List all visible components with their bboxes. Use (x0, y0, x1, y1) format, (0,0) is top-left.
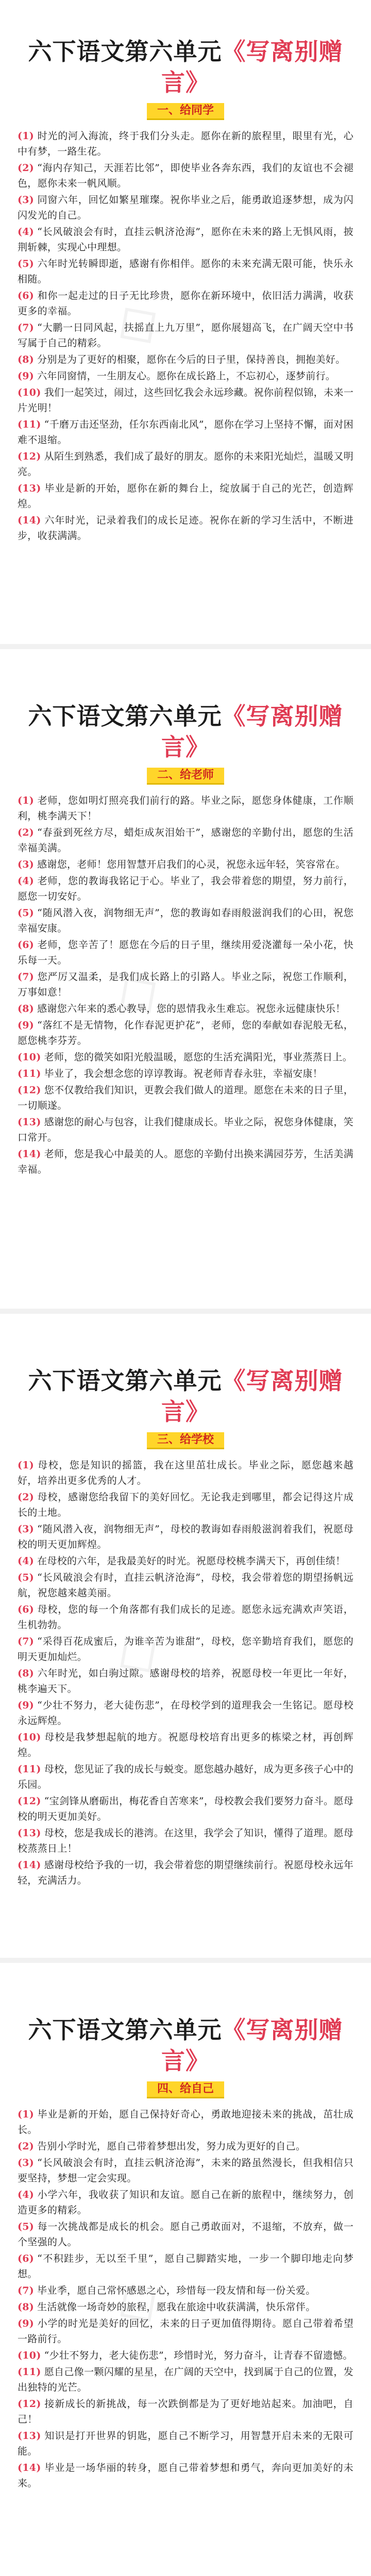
message-item (18, 2428, 353, 2459)
item-text: 毕业是一场华丽的转身，愿自己带着梦想和勇气，奔向更加美好的未来。 (18, 2462, 353, 2489)
watermark: ◇ (98, 282, 172, 361)
item-text: “随风潜入夜，润物细无声”，您的教诲如春雨般滋润我们的心田，祝您幸福安康。 (18, 907, 353, 934)
item-text: 六年时光转瞬即逝，感谢有你相伴。愿你的未来充满无限可能，快乐永相随。 (18, 258, 353, 285)
item-number: (6) (18, 939, 35, 951)
section-self (0, 1978, 371, 2492)
item-text: 母校，您见证了我的成长与蜕变。愿您越办越好，成为更多孩子心中的乐园。 (18, 1764, 353, 1790)
item-number: (4) (18, 226, 35, 238)
item-number: (1) (18, 2109, 35, 2120)
message-item (18, 2299, 353, 2315)
item-text: 毕业是新的开始，愿你在新的舞台上，绽放属于自己的光芒，创造辉煌。 (18, 483, 353, 510)
section-title (18, 2014, 353, 2076)
message-item (18, 2155, 353, 2186)
message-item (18, 2460, 353, 2491)
section-divider (0, 644, 371, 649)
message-item (18, 2251, 353, 2282)
message-item (18, 368, 353, 384)
item-text: 母校，您的每一个角落都有我们成长的足迹。愿您永远充满欢声笑语，生机勃勃。 (18, 1604, 353, 1631)
item-number: (10) (18, 387, 41, 398)
message-item (18, 1049, 353, 1065)
message-item (18, 2316, 353, 2347)
message-item (18, 2348, 353, 2363)
item-text: “落红不是无情物，化作春泥更护花”，老师，您的奉献如春泥般无私，愿您桃李芬芳。 (18, 1020, 353, 1046)
title-highlight: 《写离别赠言》 (161, 1367, 343, 1426)
message-item (18, 320, 353, 351)
item-text: 毕业季，愿自己常怀感恩之心，珍惜每一段友情和每一份关爱。 (37, 2285, 316, 2296)
item-number: (14) (18, 2462, 41, 2473)
message-item (18, 1570, 353, 1601)
item-number: (8) (18, 1668, 35, 1679)
section-divider (0, 1309, 371, 1314)
item-number: (8) (18, 354, 35, 365)
message-item (18, 937, 353, 968)
item-text: “宝剑锋从磨砺出，梅花香自苦寒来”，母校教会我们要努力奋斗。愿母校的明天更加美好。 (18, 1795, 353, 1822)
item-number: (1) (18, 795, 35, 806)
item-text: “随风潜入夜，润物细无声”，母校的教诲如春雨般滋润着我们，祝愿母校的明天更加辉煌。 (18, 1523, 353, 1550)
message-item (18, 1146, 353, 1177)
item-number: (7) (18, 1636, 35, 1647)
item-number: (9) (18, 1700, 35, 1711)
item-text: 愿自己像一颗闪耀的星星，在广阔的天空中，找到属于自己的位置，发出独特的光芒。 (18, 2366, 353, 2393)
item-number: (13) (18, 1827, 41, 1839)
item-number: (13) (18, 2430, 41, 2442)
message-item (18, 969, 353, 1000)
message-item (18, 825, 353, 856)
item-text: 老师，您辛苦了！愿您在今后的日子里，继续用爱浇灌每一朵小花，快乐每一天。 (18, 939, 353, 966)
item-text: “千磨万击还坚劲，任尔东西南北风”，愿你在学习上坚持不懈，面对困难不退缩。 (18, 419, 353, 446)
item-number: (10) (18, 2350, 41, 2361)
item-number: (2) (18, 827, 35, 838)
item-text: 接新成长的新挑战，每一次跌倒都是为了更好地站起来。加油吧，自己！ (18, 2398, 353, 2425)
item-number: (10) (18, 1732, 41, 1743)
message-item (18, 1066, 353, 1081)
item-text: “长风破浪会有时，直挂云帆济沧海”，未来的路虽然漫长，但我相信只要坚持，梦想一定会实现。 (18, 2157, 353, 2184)
message-item (18, 128, 353, 159)
item-number: (7) (18, 322, 35, 333)
item-text: 毕业了，我会想念您的谆谆教诲。祝老师青春永驻，幸福安康！ (44, 1068, 323, 1079)
item-text: 老师，您的微笑如阳光般温暖，愿您的生活充满阳光，事业蒸蒸日上。 (44, 1052, 352, 1063)
item-text: 我们一起笑过，闹过，这些回忆我会永远珍藏。祝你前程似锦，未来一片光明！ (18, 387, 353, 414)
item-number: (4) (18, 1555, 35, 1567)
item-text: 小学六年，我收获了知识和友谊。愿自己在新的旅程中，继续努力，创造更多的精彩。 (18, 2189, 353, 2216)
item-number: (9) (18, 2318, 35, 2329)
message-item (18, 905, 353, 936)
message-item (18, 385, 353, 416)
item-number: (3) (18, 859, 35, 870)
item-number: (7) (18, 2285, 35, 2296)
item-number: (5) (18, 2221, 35, 2232)
message-item (18, 288, 353, 319)
item-number: (14) (18, 1148, 41, 1160)
item-number: (5) (18, 1572, 35, 1583)
item-text: “春蚕到死丝方尽，蜡炬成灰泪始干”，感谢您的辛勤付出，愿您的生活幸福美满。 (18, 827, 353, 854)
item-number: (13) (18, 1116, 41, 1128)
item-number: (12) (18, 451, 41, 462)
message-item (18, 2107, 353, 2138)
item-text: 六年同窗情，一生朋友心。愿你在成长路上，不忘初心，逐梦前行。 (37, 370, 336, 382)
item-number: (12) (18, 1795, 41, 1807)
message-item (18, 224, 353, 255)
item-number: (8) (18, 2301, 35, 2313)
item-list (18, 1458, 353, 1888)
item-text: 母校，您是知识的摇篮，我在这里茁壮成长。毕业之际，愿您越来越好，培养出更多优秀的人才。 (18, 1460, 353, 1486)
title-main: 六下语文第六单元 (28, 1367, 222, 1395)
message-item (18, 1825, 353, 1856)
title-highlight: 《写离别赠言》 (161, 702, 343, 761)
item-text: 母校，您是我成长的港湾。在这里，我学会了知识，懂得了道理。愿母校蒸蒸日上！ (18, 1827, 353, 1854)
message-item (18, 1857, 353, 1888)
message-item (18, 2396, 353, 2427)
section-teachers (0, 665, 371, 1178)
section-badge: 一、给同学 (147, 103, 224, 120)
item-number: (14) (18, 515, 41, 526)
item-text: 从陌生到熟悉，我们成了最好的朋友。愿你的未来阳光灿烂，温暖又明亮。 (18, 451, 353, 478)
section-divider (0, 1958, 371, 1963)
section-badge: 四、给自己 (147, 2081, 224, 2098)
message-item (18, 2364, 353, 2395)
item-text: 感谢您，老师！您用智慧开启我们的心灵，祝您永远年轻，笑容常在。 (37, 859, 346, 870)
item-text: 您严厉又温柔，是我们成长路上的引路人。毕业之际，祝您工作顺利，万事如意！ (18, 971, 353, 998)
item-number: (1) (18, 130, 35, 142)
item-number: (13) (18, 483, 41, 494)
message-item (18, 1698, 353, 1728)
item-text: “大鹏一日同风起，扶摇直上九万里”，愿你展翅高飞，在广阔天空中书写属于自己的精彩。 (18, 322, 353, 349)
item-number: (12) (18, 2398, 41, 2410)
message-item (18, 1602, 353, 1633)
message-item (18, 1521, 353, 1552)
item-text: “不积跬步，无以至千里”，愿自己脚踏实地，一步一个脚印地走向梦想。 (18, 2253, 353, 2280)
item-text: 您不仅教给我们知识，更教会我们做人的道理。愿您在未来的日子里，一切顺遂。 (18, 1084, 353, 1111)
watermark: ◇ (98, 952, 172, 1031)
item-text: 老师，您的教诲我铭记于心。毕业了，我会带着您的期望，努力前行，愿您一切安好。 (18, 875, 353, 902)
item-number: (6) (18, 2253, 35, 2264)
section-title (18, 701, 353, 762)
message-item (18, 857, 353, 872)
section-school (0, 1329, 371, 1889)
message-item (18, 1730, 353, 1760)
message-item (18, 1114, 353, 1145)
message-item (18, 1018, 353, 1048)
message-item (18, 1082, 353, 1113)
section-badge: 三、给学校 (147, 1432, 224, 1449)
message-item (18, 2139, 353, 2154)
title-highlight: 《写离别赠言》 (161, 38, 343, 96)
item-text: 母校是我梦想起航的地方。祝愿母校培育出更多的栋梁之材，再创辉煌。 (18, 1732, 353, 1758)
item-number: (1) (18, 1460, 35, 1471)
message-item (18, 1001, 353, 1016)
item-text: 六年时光，如白驹过隙。感谢母校的培养，祝愿母校一年更比一年好，桃李遍天下。 (18, 1668, 353, 1694)
section-classmates (0, 0, 371, 545)
message-item (18, 1666, 353, 1697)
item-list (18, 2107, 353, 2491)
section-title (18, 36, 353, 98)
item-text: 老师，您是我心中最美的人。愿您的辛勤付出换来满园芬芳，生活美满幸福。 (18, 1148, 353, 1175)
item-text: “海内存知己，天涯若比邻”，即使毕业各奔东西，我们的友谊也不会褪色，愿你未来一帆风顺。 (18, 162, 353, 189)
item-list (18, 128, 353, 544)
item-text: 老师，您如明灯照亮我们前行的路。毕业之际，愿您身体健康，工作顺利，桃李满天下！ (18, 795, 353, 822)
item-number: (6) (18, 290, 35, 301)
item-text: “采得百花成蜜后，为谁辛苦为谁甜”，母校，您辛勤培育我们，愿您的明天更加灿烂。 (18, 1636, 353, 1663)
item-text: 同窗六年，回忆如繁星璀璨。祝你毕业之后，能勇敢追逐梦想，成为闪闪发光的自己。 (18, 194, 353, 221)
item-number: (14) (18, 1859, 41, 1871)
message-item (18, 1761, 353, 1792)
item-number: (4) (18, 875, 35, 887)
item-number: (10) (18, 1052, 41, 1063)
item-number: (11) (18, 419, 41, 430)
item-text: 小学的时光是美好的回忆，未来的日子更加值得期待。愿自己带着希望一路前行。 (18, 2318, 353, 2345)
item-number: (6) (18, 1604, 35, 1615)
item-text: “少壮不努力，老大徒伤悲”，在母校学到的道理我会一生铭记。愿母校永远辉煌。 (18, 1700, 353, 1726)
item-number: (11) (18, 2366, 41, 2378)
section-badge: 二、给老师 (147, 768, 224, 785)
item-text: “长风破浪会有时，直挂云帆济沧海”，愿你在未来的路上无惧风雨，披荆斩棘，实现心中理想。 (18, 226, 353, 253)
item-number: (9) (18, 370, 35, 382)
message-item (18, 2219, 353, 2250)
watermark: ◇ (98, 2260, 172, 2340)
message-item (18, 352, 353, 367)
message-item (18, 192, 353, 223)
message-item (18, 1634, 353, 1665)
item-number: (11) (18, 1764, 41, 1775)
watermark: ◇ (98, 1611, 172, 1690)
item-text: 母校，感谢您给我留下的美好回忆。无论我走到哪里，都会记得这片成长的土地。 (18, 1492, 353, 1518)
section-title (18, 1365, 353, 1427)
item-number: (2) (18, 2141, 35, 2152)
item-number: (2) (18, 162, 35, 174)
item-number: (12) (18, 1084, 41, 1096)
item-number: (8) (18, 1003, 35, 1014)
title-main: 六下语文第六单元 (28, 2016, 222, 2044)
message-item (18, 793, 353, 824)
item-text: 毕业是新的开始，愿自己保持好奇心，勇敢地迎接未来的挑战，茁壮成长。 (18, 2109, 353, 2136)
item-text: 告别小学时光，愿自己带着梦想出发，努力成为更好的自己。 (37, 2141, 306, 2152)
item-text: “长风破浪会有时，直挂云帆济沧海”，母校，我会带着您的期望扬帆远航，祝您越来越美丽。 (18, 1572, 353, 1599)
message-item (18, 2283, 353, 2298)
message-item (18, 873, 353, 904)
item-number: (3) (18, 2157, 35, 2168)
item-text: 感谢您六年来的悉心教导，您的恩情我永生难忘。祝您永远健康快乐！ (37, 1003, 346, 1014)
item-number: (4) (18, 2189, 35, 2200)
title-main: 六下语文第六单元 (28, 38, 222, 65)
item-number: (11) (18, 1068, 41, 1079)
item-number: (3) (18, 1523, 35, 1535)
item-text: 感谢母校给予我的一切，我会带着您的期望继续前行。祝愿母校永远年轻，充满活力。 (18, 1859, 353, 1886)
message-item (18, 160, 353, 191)
item-number: (7) (18, 971, 35, 982)
title-main: 六下语文第六单元 (28, 702, 222, 730)
item-text: 六年时光，记录着我们的成长足迹。祝你在新的学习生活中，不断进步，收获满满。 (18, 515, 353, 541)
item-list (18, 793, 353, 1177)
message-item (18, 1553, 353, 1569)
item-number: (9) (18, 1020, 35, 1031)
item-number: (5) (18, 907, 35, 919)
message-item (18, 1489, 353, 1520)
item-text: 在母校的六年，是我最美好的时光。祝愿母校桃李满天下，再创佳绩！ (37, 1555, 346, 1567)
message-item (18, 449, 353, 480)
message-item (18, 256, 353, 287)
message-item (18, 417, 353, 448)
item-text: 每一次挑战都是成长的机会。愿自己勇敢面对，不退缩，不放弃，做一个坚强的人。 (18, 2221, 353, 2248)
item-text: 时光的河入海流，终于我们分头走。愿你在新的旅程里，眼里有光，心中有梦，一路生花。 (18, 130, 353, 157)
item-text: “少壮不努力，老大徒伤悲”，珍惜时光，努力奋斗，让青春不留遗憾。 (44, 2350, 353, 2361)
message-item (18, 481, 353, 512)
message-item (18, 2187, 353, 2218)
item-number: (5) (18, 258, 35, 269)
item-number: (2) (18, 1492, 35, 1503)
title-highlight: 《写离别赠言》 (161, 2016, 343, 2075)
item-text: 生活就像一场奇妙的旅程，愿我在旅途中收获满满，快乐常伴。 (37, 2301, 316, 2313)
item-number: (3) (18, 194, 35, 206)
message-item (18, 513, 353, 544)
item-text: 知识是打开世界的钥匙，愿自己不断学习，用智慧开启未来的无限可能。 (18, 2430, 353, 2457)
item-text: 和你一起走过的日子无比珍贵，愿你在新环境中，依旧活力满满，收获更多的幸福。 (18, 290, 353, 317)
message-item (18, 1458, 353, 1488)
item-text: 分别是为了更好的相聚，愿你在今后的日子里，保持善良，拥抱美好。 (37, 354, 346, 365)
message-item (18, 1793, 353, 1824)
item-text: 感谢您的耐心与包容，让我们健康成长。毕业之际，祝您身体健康，笑口常开。 (18, 1116, 353, 1143)
